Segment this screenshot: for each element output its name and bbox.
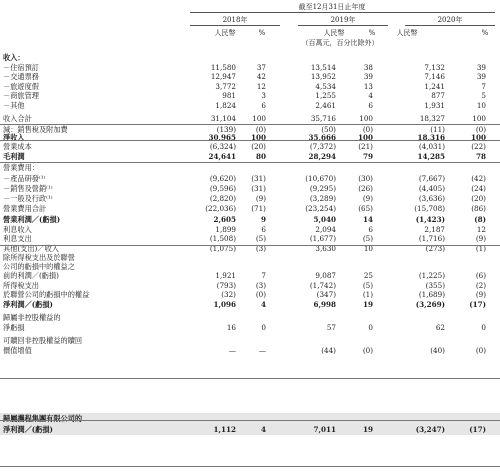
amount-cell: 13,514: [310, 62, 336, 72]
percent-cell: 19: [362, 425, 373, 434]
percent-cell: (0): [362, 345, 373, 355]
percent-cell: 78: [475, 152, 486, 161]
percent-cell: 25: [363, 271, 373, 280]
statement-row: [0, 322, 500, 333]
percent-cell: 37: [256, 62, 266, 72]
percent-cell: (30): [358, 174, 373, 183]
percent-cell: (65): [358, 203, 373, 213]
amount-cell: 3,630: [315, 243, 336, 253]
row-label: 營業費用：: [3, 162, 39, 172]
divider: [0, 162, 500, 163]
percent-cell: (42): [471, 174, 486, 183]
percent-cell: (24): [471, 184, 486, 193]
year-2020: 2020年: [437, 16, 463, 24]
amount-cell: 11,580: [210, 62, 236, 72]
row-label: －一般及行政⁽¹⁾: [3, 194, 53, 203]
percent-cell: (3): [255, 280, 266, 290]
amount-cell: 1,112: [213, 425, 236, 434]
amount-cell: 35,666: [308, 133, 336, 142]
amount-cell: 7,132: [424, 62, 445, 72]
percent-cell: 100: [359, 114, 373, 123]
amount-cell: 877: [431, 91, 445, 100]
amount-cell: 1,824: [215, 100, 236, 110]
amount-cell: 18,327: [419, 114, 445, 123]
percent-cell: (9): [362, 194, 373, 203]
currency-2018: 人民幣: [214, 29, 236, 37]
percent-cell: 100: [470, 133, 486, 142]
row-label: 營業利潤／(虧損): [3, 215, 61, 224]
row-label: 利息支出: [3, 234, 32, 243]
amount-cell: 981: [222, 91, 236, 100]
percent-cell: (86): [471, 203, 486, 213]
row-label: 營業費用合計: [3, 203, 47, 213]
amount-cell: 13,952: [310, 72, 336, 81]
header-rule: [190, 12, 495, 13]
percent-cell: 100: [472, 114, 486, 123]
amount-cell: 6,998: [313, 300, 336, 309]
percent-cell: 12: [256, 81, 266, 91]
amount-cell: (44): [321, 345, 336, 355]
row-label: 減：銷售稅及附加費: [3, 125, 68, 134]
amount-cell: 24,641: [208, 152, 236, 161]
statement-row: [0, 113, 500, 124]
percent-cell: (5): [362, 234, 373, 243]
percent-cell: 79: [362, 152, 373, 161]
percent-cell: 7: [261, 271, 266, 280]
amount-cell: (6,324): [209, 142, 236, 151]
period-label: 截至12月31日止年度: [298, 3, 366, 11]
percent-cell: —: [258, 345, 266, 355]
percent-cell: (1): [362, 290, 373, 299]
percent-cell: (71): [251, 203, 266, 213]
percent-cell: 0: [481, 322, 486, 332]
statement-row: [0, 345, 500, 356]
amount-cell: (1,677): [309, 234, 336, 243]
amount-cell: 14,285: [417, 152, 445, 161]
amount-cell: (347): [316, 290, 336, 299]
year-2019: 2019年: [330, 16, 356, 24]
currency-2019: 人民幣: [323, 29, 345, 37]
percent-cell: (0): [475, 125, 486, 134]
percent-cell: (5): [362, 280, 373, 290]
row-label: －其他: [3, 100, 25, 110]
amount-cell: (3,636): [418, 194, 445, 203]
row-label: 收入：: [3, 53, 25, 62]
amount-cell: (1,508): [209, 234, 236, 243]
row-label: －交通票務: [3, 72, 39, 81]
row-label: 利息收入: [3, 224, 32, 234]
divider: [0, 378, 500, 379]
amount-cell: 30,965: [208, 133, 236, 142]
pct-2020: %: [481, 29, 489, 37]
amount-cell: 1,096: [213, 300, 236, 309]
row-label: 前的利潤／(虧損): [3, 271, 59, 280]
amount-cell: (4,031): [418, 142, 445, 151]
percent-cell: (21): [358, 142, 373, 151]
amount-cell: 1,241: [424, 81, 445, 91]
statement-row: [0, 100, 500, 111]
percent-cell: (8): [474, 215, 486, 224]
percent-cell: (2): [475, 280, 486, 290]
percent-cell: 0: [368, 322, 373, 332]
percent-cell: 6: [368, 224, 373, 234]
amount-cell: 1,899: [215, 224, 236, 234]
amount-cell: (1,225): [418, 271, 445, 280]
year-rule-2018: [190, 25, 280, 26]
amount-cell: 4,534: [315, 81, 336, 91]
amount-cell: (22,036): [205, 203, 236, 213]
percent-cell: (31): [251, 174, 266, 183]
percent-cell: 6: [261, 224, 266, 234]
row-label: 淨利潤／(虧損): [3, 425, 53, 434]
row-label: 淨利潤／(虧損): [3, 300, 53, 309]
amount-cell: (1,742): [309, 280, 336, 290]
percent-cell: 4: [368, 91, 373, 100]
row-label: 公司的虧損中的權益之: [3, 262, 75, 271]
percent-cell: (3): [255, 243, 266, 253]
percent-cell: 4: [260, 425, 266, 434]
percent-cell: 80: [255, 152, 266, 161]
row-label: －銷售及營銷⁽¹⁾: [3, 184, 53, 193]
amount-cell: (10,670): [305, 174, 336, 183]
amount-cell: (139): [216, 125, 236, 134]
statement-row: [0, 162, 500, 173]
percent-cell: 39: [363, 72, 373, 81]
amount-cell: 2,187: [424, 224, 445, 234]
percent-cell: (9): [255, 194, 266, 203]
amount-cell: (4,405): [418, 184, 445, 193]
amount-cell: 2,461: [315, 100, 336, 110]
percent-cell: 6: [368, 100, 373, 110]
amount-cell: 5,040: [313, 215, 336, 224]
percent-cell: 10: [476, 100, 486, 110]
row-label: 歸屬非控股權益的: [3, 313, 61, 322]
statement-row: [0, 413, 500, 424]
amount-cell: 12,947: [210, 72, 236, 81]
divider: [0, 245, 500, 246]
percent-cell: 12: [476, 224, 486, 234]
amount-cell: (3,289): [309, 194, 336, 203]
row-label: 其他(支出)／收入: [3, 243, 59, 253]
amount-cell: 2,094: [315, 224, 336, 234]
statement-row: [0, 299, 500, 310]
row-label: 淨虧損: [3, 322, 25, 332]
percent-cell: 0: [261, 322, 266, 332]
amount-cell: 18,316: [417, 133, 445, 142]
percent-cell: 9: [260, 215, 266, 224]
percent-cell: (0): [362, 125, 373, 134]
amount-cell: (273): [425, 243, 445, 253]
row-label: 可贖回非控股權益的贖回: [3, 336, 83, 345]
amount-cell: (7,372): [309, 142, 336, 151]
row-label: 淨收入: [3, 133, 25, 142]
row-label: －旅遊度假: [3, 81, 39, 91]
percent-cell: 14: [362, 215, 373, 224]
percent-cell: 13: [363, 81, 373, 91]
amount-cell: 62: [435, 322, 445, 332]
pct-2019: %: [368, 29, 376, 37]
percent-cell: (17): [469, 425, 486, 434]
amount-cell: 7,146: [424, 72, 445, 81]
row-label: 價值增值: [3, 345, 32, 355]
amount-cell: 1,921: [215, 271, 236, 280]
pct-2018: %: [258, 29, 266, 37]
divider: [0, 140, 500, 141]
row-label: 毛利潤: [3, 152, 25, 161]
percent-cell: 100: [250, 133, 266, 142]
amount-cell: (15,708): [414, 203, 445, 213]
amount-cell: (9,295): [309, 184, 336, 193]
percent-cell: 38: [363, 62, 373, 72]
amount-cell: 3,772: [215, 81, 236, 91]
amount-cell: (1,689): [418, 290, 445, 299]
amount-cell: 57: [326, 322, 336, 332]
row-label: 於聯營公司的虧損中的權益: [3, 290, 90, 299]
percent-cell: (22): [471, 142, 486, 151]
percent-cell: (9): [475, 290, 486, 299]
statement-row: [0, 151, 500, 162]
statement-row: [0, 203, 500, 214]
amount-cell: 35,716: [310, 114, 336, 123]
amount-cell: 2,605: [213, 215, 236, 224]
amount-cell: (2,820): [209, 194, 236, 203]
row-label: －商旅管理: [3, 91, 39, 100]
row-label: 營業成本: [3, 142, 32, 151]
percent-cell: 42: [256, 72, 266, 81]
amount-cell: 1,255: [315, 91, 336, 100]
percent-cell: 6: [261, 100, 266, 110]
percent-cell: 19: [362, 300, 373, 309]
percent-cell: 4: [260, 300, 266, 309]
year-2018: 2018年: [222, 16, 248, 24]
currency-2020: 人民幣: [396, 29, 418, 37]
percent-cell: (17): [469, 300, 486, 309]
amount-cell: (355): [425, 280, 445, 290]
row-label: 所得稅支出: [3, 280, 39, 290]
percent-cell: (6): [475, 271, 486, 280]
amount-cell: (7,667): [418, 174, 445, 183]
amount-cell: 9,087: [315, 271, 336, 280]
row-label: －住宿預訂: [3, 62, 39, 72]
amount-cell: (23,254): [305, 203, 336, 213]
amount-cell: (11): [430, 125, 445, 134]
amount-cell: 1,931: [424, 100, 445, 110]
row-label: 收入合計: [3, 114, 32, 123]
percent-cell: 7: [481, 81, 486, 91]
percent-cell: (0): [255, 290, 266, 299]
divider: [0, 420, 500, 421]
divider: [0, 124, 500, 125]
percent-cell: (9): [475, 234, 486, 243]
amount-cell: (3,247): [415, 425, 445, 434]
percent-cell: (20): [251, 142, 266, 151]
amount-cell: (793): [216, 280, 236, 290]
year-rule-2020: [405, 25, 495, 26]
amount-cell: (9,620): [209, 174, 236, 183]
percent-cell: (31): [251, 184, 266, 193]
amount-cell: (50): [321, 125, 336, 134]
percent-cell: 39: [476, 72, 486, 81]
amount-cell: (9,596): [209, 184, 236, 193]
percent-cell: (5): [255, 234, 266, 243]
unit-note: （百萬元，百分比除外）: [301, 39, 379, 47]
statement-row: [0, 424, 500, 435]
percent-cell: (0): [255, 125, 266, 134]
percent-cell: (1): [475, 243, 486, 253]
amount-cell: 28,294: [308, 152, 336, 161]
percent-cell: 10: [363, 243, 373, 253]
percent-cell: 100: [252, 114, 266, 123]
row-label: 歸屬攜程集團有限公司的: [3, 414, 83, 423]
bottom-rule: [0, 466, 500, 467]
amount-cell: (40): [430, 345, 445, 355]
amount-cell: (1,075): [209, 243, 236, 253]
row-label: －產品研發⁽¹⁾: [3, 174, 46, 183]
amount-cell: (32): [221, 290, 236, 299]
amount-cell: 31,104: [210, 114, 236, 123]
percent-cell: 39: [476, 62, 486, 72]
amount-cell: 16: [226, 322, 236, 332]
amount-cell: 7,011: [313, 425, 336, 434]
percent-cell: (20): [471, 194, 486, 203]
amount-cell: (1,423): [415, 215, 445, 224]
percent-cell: (0): [475, 345, 486, 355]
percent-cell: (26): [358, 184, 373, 193]
percent-cell: 3: [261, 91, 266, 100]
amount-cell: (1,716): [418, 234, 445, 243]
year-rule-2019: [298, 25, 388, 26]
percent-cell: 100: [357, 133, 373, 142]
amount-cell: —: [228, 345, 236, 355]
percent-cell: 5: [481, 91, 486, 100]
row-label: 除所得稅支出及於聯營: [3, 253, 75, 262]
amount-cell: (3,269): [415, 300, 445, 309]
